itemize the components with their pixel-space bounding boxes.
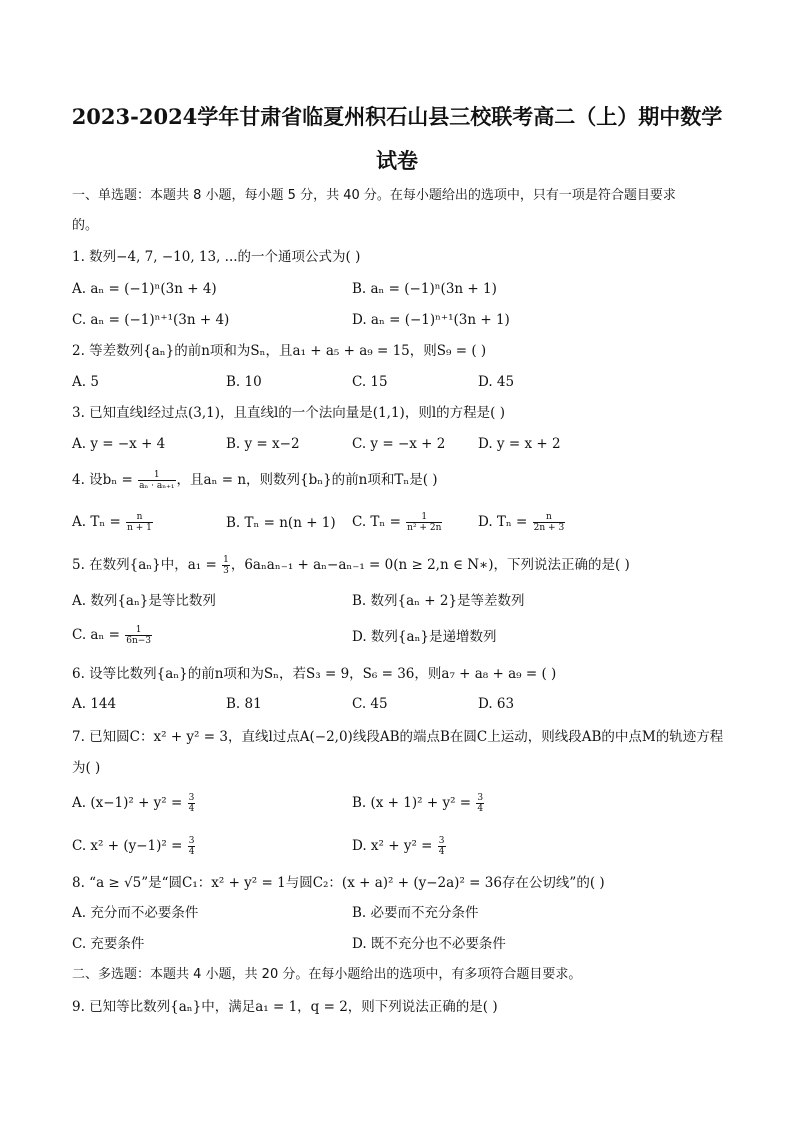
q3-option-d: D. y = x + 2	[478, 436, 561, 452]
q6-option-d: D. 63	[478, 696, 515, 712]
q7-a-fraction	[188, 793, 196, 814]
q5-stem-pre: 5. 在数列{aₙ}中，a₁ =	[72, 557, 222, 573]
q4-d-fraction	[533, 512, 566, 533]
q4-a-fraction	[126, 512, 153, 533]
q4-option-c	[352, 512, 443, 533]
q7-option-c	[72, 836, 196, 857]
q4-d-num: n	[533, 512, 566, 523]
q4-c-pre: C. Tₙ =	[352, 514, 406, 530]
q4-d-pre: D. Tₙ =	[478, 514, 532, 530]
q5-option-c	[72, 625, 153, 646]
exam-title-line1: 2023-2024学年甘肃省临夏州积石山县三校联考高二（上）期中数学	[71, 104, 723, 129]
q4-stem	[72, 470, 438, 491]
q7-d-pre: D. x² + y² =	[352, 838, 437, 854]
q5-c-fraction	[125, 625, 152, 646]
q5-option-b: B. 数列{aₙ + 2}是等差数列	[352, 593, 525, 609]
q4-a-pre: A. Tₙ =	[72, 514, 126, 530]
q7-option-b	[352, 793, 485, 814]
q7-a-den: 4	[188, 804, 195, 814]
q6-option-c: C. 45	[352, 696, 388, 712]
q1-option-c: C. aₙ = (−1)ⁿ⁺¹(3n + 4)	[72, 312, 230, 328]
q5-frac-den: 3	[223, 566, 229, 576]
q6-stem: 6. 设等比数列{aₙ}的前n项和为Sₙ，若S₃ = 9，S₆ = 36，则a₇ + a₈ + a₉ = ( )	[72, 666, 557, 682]
q5-fraction	[222, 555, 230, 576]
section1-heading: 一、单选题：本题共 8 小题，每小题 5 分，共 40 分。在每小题给出的选项中，只有一项是符合题目要求	[72, 188, 676, 203]
q4-c-fraction	[406, 512, 442, 533]
q4-fraction	[138, 470, 175, 491]
q1-option-a: A. aₙ = (−1)ⁿ(3n + 4)	[72, 281, 217, 297]
q7-b-den: 4	[477, 804, 484, 814]
q7-b-pre: B. (x + 1)² + y² =	[352, 795, 476, 811]
q4-c-num: 1	[406, 512, 442, 523]
q4-option-b: B. Tₙ = n(n + 1)	[226, 515, 336, 531]
q3-stem: 3. 已知直线l经过点(3,1)，且直线l的一个法向量是(1,1)，则l的方程是( )	[72, 405, 505, 421]
q7-d-fraction	[438, 836, 446, 857]
q5-stem-post: ，6aₙaₙ₋₁ + aₙ−aₙ₋₁ = 0(n ≥ 2,n ∈ N∗)，下列说法正确的是( )	[230, 557, 630, 573]
q7-option-a	[72, 793, 196, 814]
q1-option-b: B. aₙ = (−1)ⁿ(3n + 1)	[352, 281, 497, 297]
q8-option-b: B. 必要而不充分条件	[352, 905, 479, 921]
q7-a-pre: A. (x−1)² + y² =	[72, 795, 187, 811]
q4-d-den: 2n + 3	[533, 523, 565, 533]
q5-c-num: 1	[125, 625, 152, 636]
q8-option-d: D. 既不充分也不必要条件	[352, 936, 506, 952]
q4-frac-den: aₙ · aₙ₊₁	[139, 481, 175, 491]
q5-c-pre: C. aₙ =	[72, 627, 125, 643]
q5-option-d: D. 数列{aₙ}是递增数列	[352, 629, 497, 645]
q4-stem-pre: 4. 设bₙ =	[72, 472, 138, 488]
q7-option-d	[352, 836, 447, 857]
q4-a-den: n + 1	[127, 523, 152, 533]
q7-stem-line1: 7. 已知圆C：x² + y² = 3，直线l过点A(−2,0)线段AB的端点B在圆C上运动，则线段AB的中点M的轨迹方程	[72, 729, 724, 745]
exam-title-line2: 试卷	[376, 148, 418, 173]
q7-b-num: 3	[477, 793, 484, 803]
q4-option-a	[72, 512, 154, 533]
q7-c-den: 4	[188, 847, 195, 857]
q8-stem: 8. “a ≥ √5”是“圆C₁：x² + y² = 1与圆C₂：(x + a)² + (y−2a)² = 36存在公切线”的( )	[72, 875, 605, 891]
q4-option-d	[478, 512, 566, 533]
q8-option-a: A. 充分而不必要条件	[72, 905, 199, 921]
q9-stem: 9. 已知等比数列{aₙ}中，满足a₁ = 1，q = 2，则下列说法正确的是( )	[72, 999, 498, 1015]
q4-frac-num: 1	[138, 470, 175, 481]
q7-b-fraction	[476, 793, 484, 814]
q6-option-b: B. 81	[226, 696, 262, 712]
q7-d-den: 4	[438, 847, 445, 857]
q7-d-num: 3	[438, 836, 445, 846]
q7-c-num: 3	[188, 836, 195, 846]
q7-c-pre: C. x² + (y−1)² =	[72, 838, 187, 854]
q5-stem	[72, 555, 630, 576]
q2-option-b: B. 10	[226, 374, 262, 390]
q2-stem: 2. 等差数列{aₙ}的前n项和为Sₙ，且a₁ + a₅ + a₉ = 15，则S₉ = ( )	[72, 343, 487, 359]
q5-c-den: 6n−3	[126, 636, 152, 646]
q5-frac-num: 1	[223, 555, 229, 565]
q2-option-d: D. 45	[478, 374, 515, 390]
q1-stem: 1. 数列−4, 7, −10, 13, ...的一个通项公式为( )	[72, 249, 361, 265]
q4-c-den: n² + 2n	[407, 523, 442, 533]
q7-stem-line2: 为( )	[72, 760, 101, 776]
q1-option-d: D. aₙ = (−1)ⁿ⁺¹(3n + 1)	[352, 312, 510, 328]
q4-stem-post: ，且aₙ = n，则数列{bₙ}的前n项和Tₙ是( )	[176, 472, 438, 488]
q3-option-b: B. y = x−2	[226, 436, 300, 452]
q4-a-num: n	[126, 512, 153, 523]
section2-heading: 二、多选题：本题共 4 小题，共 20 分。在每小题给出的选项中，有多项符合题目要求。	[72, 967, 582, 982]
q7-c-fraction	[188, 836, 196, 857]
q5-option-a: A. 数列{aₙ}是等比数列	[72, 593, 216, 609]
q2-option-a: A. 5	[72, 374, 99, 390]
q7-a-num: 3	[188, 793, 195, 803]
q8-option-c: C. 充要条件	[72, 936, 145, 952]
q3-option-a: A. y = −x + 4	[72, 436, 166, 452]
section1-heading-cont: 的。	[72, 218, 99, 233]
q6-option-a: A. 144	[72, 696, 117, 712]
q3-option-c: C. y = −x + 2	[352, 436, 446, 452]
q2-option-c: C. 15	[352, 374, 388, 390]
